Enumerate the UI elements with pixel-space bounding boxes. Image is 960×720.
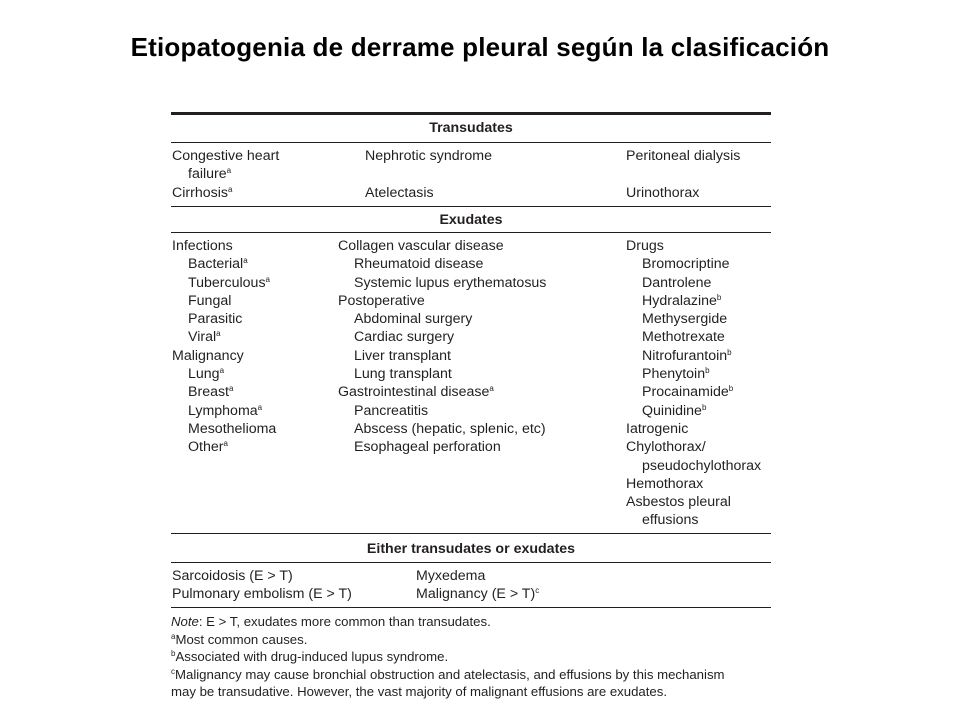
footnote-mark: a xyxy=(257,402,263,412)
entry-text: Nephrotic syndrome xyxy=(365,148,492,164)
table-cell-entry xyxy=(626,147,740,165)
note-line xyxy=(171,613,771,631)
footnote-mark: c xyxy=(171,666,175,676)
entry-text: Mesothelioma xyxy=(188,420,277,437)
footnote-mark: a xyxy=(226,166,232,176)
table-cell-entry xyxy=(172,292,276,310)
table-cell-empty xyxy=(365,165,492,183)
table-cell-empty xyxy=(626,165,740,183)
section-divider xyxy=(171,533,771,534)
transudates-col-2 xyxy=(365,147,492,202)
exudates-col-2 xyxy=(338,237,546,457)
table-cell-entry xyxy=(172,438,276,456)
footnote-mark: b xyxy=(716,292,722,302)
footnote-mark: a xyxy=(229,384,234,394)
table-cell-entry xyxy=(172,383,276,401)
table-cell-entry xyxy=(626,383,761,401)
entry-text: Abscess (hepatic, splenic, etc) xyxy=(354,420,546,437)
classification-table xyxy=(171,0,771,720)
entry-text: Collagen vascular disease xyxy=(338,238,504,254)
table-cell-entry xyxy=(172,310,276,328)
entry-text: Gastrointestinal disease xyxy=(338,384,490,401)
entry-text: Bacterial xyxy=(188,256,244,273)
footnote-c xyxy=(171,666,771,684)
table-cell-entry xyxy=(626,328,761,346)
footnote-mark: a xyxy=(227,184,233,194)
table-cell-entry xyxy=(338,274,546,292)
entry-text: failure xyxy=(188,166,227,183)
table-cell-entry xyxy=(172,184,279,202)
table-cell-entry xyxy=(338,310,546,328)
table-cell-entry xyxy=(626,255,761,273)
table-cell-entry xyxy=(416,585,539,603)
entry-text: pseudochylothorax xyxy=(642,457,762,474)
footnote-mark: a xyxy=(489,384,494,394)
section-divider xyxy=(171,232,771,233)
exudates-header: Exudates xyxy=(439,212,503,228)
entry-text: Infections xyxy=(172,238,233,254)
table-cell-entry xyxy=(626,511,761,529)
footnote-mark: a xyxy=(216,329,221,339)
table-cell-entry xyxy=(172,420,276,438)
footnote-mark: a xyxy=(171,631,176,641)
entry-text: Lung xyxy=(188,366,220,383)
entry-text: Other xyxy=(188,439,224,456)
table-cell-entry xyxy=(416,567,539,585)
entry-text: Parasitic xyxy=(188,311,243,328)
footnote-mark: b xyxy=(728,384,734,394)
table-cell-entry xyxy=(172,165,279,183)
table-cell-entry xyxy=(172,328,276,346)
table-cell-entry xyxy=(626,184,740,202)
entry-text: Methysergide xyxy=(642,311,728,328)
transudates-col-1 xyxy=(172,147,279,202)
table-cell-entry xyxy=(338,402,546,420)
exudates-col-1 xyxy=(172,237,276,457)
footnote-mark: c xyxy=(535,586,540,596)
entry-text: Postoperative xyxy=(338,292,425,309)
table-cell-entry xyxy=(626,420,761,438)
table-cell-entry xyxy=(626,310,761,328)
note-label: Note xyxy=(171,614,199,629)
table-cell-entry xyxy=(338,438,546,456)
entry-text: Peritoneal dialysis xyxy=(626,148,741,164)
table-cell-entry xyxy=(365,147,492,165)
footnote-continuation: may be transudative. However, the vast majority of malignant effusions are exudates. xyxy=(171,684,668,700)
table-cell-entry xyxy=(626,475,761,493)
table-cell-entry xyxy=(338,383,546,401)
entry-text: Methotrexate xyxy=(642,329,725,346)
table-cell-entry xyxy=(338,365,546,383)
footnote-mark: a xyxy=(265,274,270,284)
table-cell-entry xyxy=(172,147,279,165)
entry-text: Malignancy (E > T) xyxy=(416,586,536,603)
entry-text: Fungal xyxy=(188,292,232,309)
entry-text: Iatrogenic xyxy=(626,420,689,437)
entry-text: Myxedema xyxy=(416,568,486,584)
table-cell-entry xyxy=(172,402,276,420)
either-header: Either transudates or exudates xyxy=(366,541,576,557)
entry-text: Asbestos pleural xyxy=(626,494,731,511)
footnote-text: Associated with drug-induced lupus syndrome. xyxy=(175,649,449,665)
entry-text: Drugs xyxy=(626,238,664,254)
entry-text: Hemothorax xyxy=(626,475,704,492)
table-cell-entry xyxy=(172,274,276,292)
table-top-rule xyxy=(171,112,771,115)
entry-text: Bromocriptine xyxy=(642,256,730,273)
entry-text: Viral xyxy=(188,329,217,346)
entry-text: Pulmonary embolism (E > T) xyxy=(172,586,352,603)
entry-text: Cirrhosis xyxy=(172,184,228,201)
table-cell-entry xyxy=(626,457,761,475)
table-cell-entry xyxy=(338,420,546,438)
entry-text: Cardiac surgery xyxy=(354,329,455,346)
footnote-mark: a xyxy=(223,439,228,449)
table-cell-entry xyxy=(338,328,546,346)
slide-title: Etiopatogenia de derrame pleural según la clasificación xyxy=(130,32,830,62)
table-cell-entry xyxy=(338,237,546,255)
footnote-mark: b xyxy=(727,347,732,357)
either-col-1 xyxy=(172,567,352,604)
footnote-mark: b xyxy=(701,402,707,412)
table-cell-entry xyxy=(626,237,761,255)
transudates-col-3 xyxy=(626,147,740,202)
table-cell-entry xyxy=(626,493,761,511)
transudates-header: Transudates xyxy=(429,120,513,136)
table-cell-entry xyxy=(338,255,546,273)
section-divider xyxy=(171,142,771,143)
table-cell-entry xyxy=(626,347,761,365)
entry-text: Pancreatitis xyxy=(354,402,429,419)
footnote-mark: b xyxy=(705,366,710,376)
footnote-mark: a xyxy=(219,366,225,376)
entry-text: effusions xyxy=(642,512,699,529)
entry-text: Nitrofurantoin xyxy=(642,347,728,364)
table-cell-entry xyxy=(338,292,546,310)
table-cell-entry xyxy=(338,347,546,365)
section-divider xyxy=(171,206,771,207)
entry-text: Lymphoma xyxy=(188,402,258,419)
section-divider xyxy=(171,562,771,563)
entry-text: Lung transplant xyxy=(354,366,452,383)
table-cell-entry xyxy=(172,347,276,365)
entry-text: Esophageal perforation xyxy=(354,439,501,456)
entry-text: Sarcoidosis (E > T) xyxy=(172,568,293,584)
entry-text: Quinidine xyxy=(642,402,702,419)
entry-text: Breast xyxy=(188,384,230,401)
entry-text: Atelectasis xyxy=(365,184,434,201)
entry-text: Procainamide xyxy=(642,384,729,401)
entry-text: Hydralazine xyxy=(642,292,717,309)
entry-text: Phenytoin xyxy=(642,366,706,383)
table-cell-entry xyxy=(172,585,352,603)
entry-text: Congestive heart xyxy=(172,148,280,164)
table-cell-entry xyxy=(626,365,761,383)
entry-text: Urinothorax xyxy=(626,184,700,201)
footnote-text: Most common causes. xyxy=(175,631,308,647)
exudates-col-3 xyxy=(626,237,761,530)
table-cell-entry xyxy=(172,255,276,273)
entry-text: Tuberculous xyxy=(188,274,266,291)
footnote-mark: a xyxy=(243,256,248,266)
entry-text: Malignancy xyxy=(172,347,244,364)
footnote-mark: b xyxy=(171,649,176,659)
entry-text: Liver transplant xyxy=(354,347,451,364)
note-text: : E > T, exudates more common than transudates. xyxy=(198,614,491,629)
table-cell-entry xyxy=(172,365,276,383)
table-cell-entry xyxy=(365,184,492,202)
table-cell-entry xyxy=(172,567,352,585)
entry-text: Dantrolene xyxy=(642,274,712,291)
footnote-text: Malignancy may cause bronchial obstruction and atelectasis, and effusions by this mechanism xyxy=(175,666,725,682)
table-notes xyxy=(171,613,771,701)
entry-text: Chylothorax/ xyxy=(626,439,706,456)
table-cell-entry xyxy=(172,237,276,255)
entry-text: Systemic lupus erythematosus xyxy=(354,274,547,291)
table-cell-entry xyxy=(626,402,761,420)
table-cell-entry xyxy=(626,274,761,292)
footnote-a xyxy=(171,631,771,649)
table-bottom-rule xyxy=(171,607,771,608)
table-cell-entry xyxy=(626,292,761,310)
either-col-2 xyxy=(416,567,539,604)
entry-text: Abdominal surgery xyxy=(354,311,473,328)
entry-text: Rheumatoid disease xyxy=(354,256,484,273)
table-cell-entry xyxy=(626,438,761,456)
footnote-b xyxy=(171,648,771,666)
